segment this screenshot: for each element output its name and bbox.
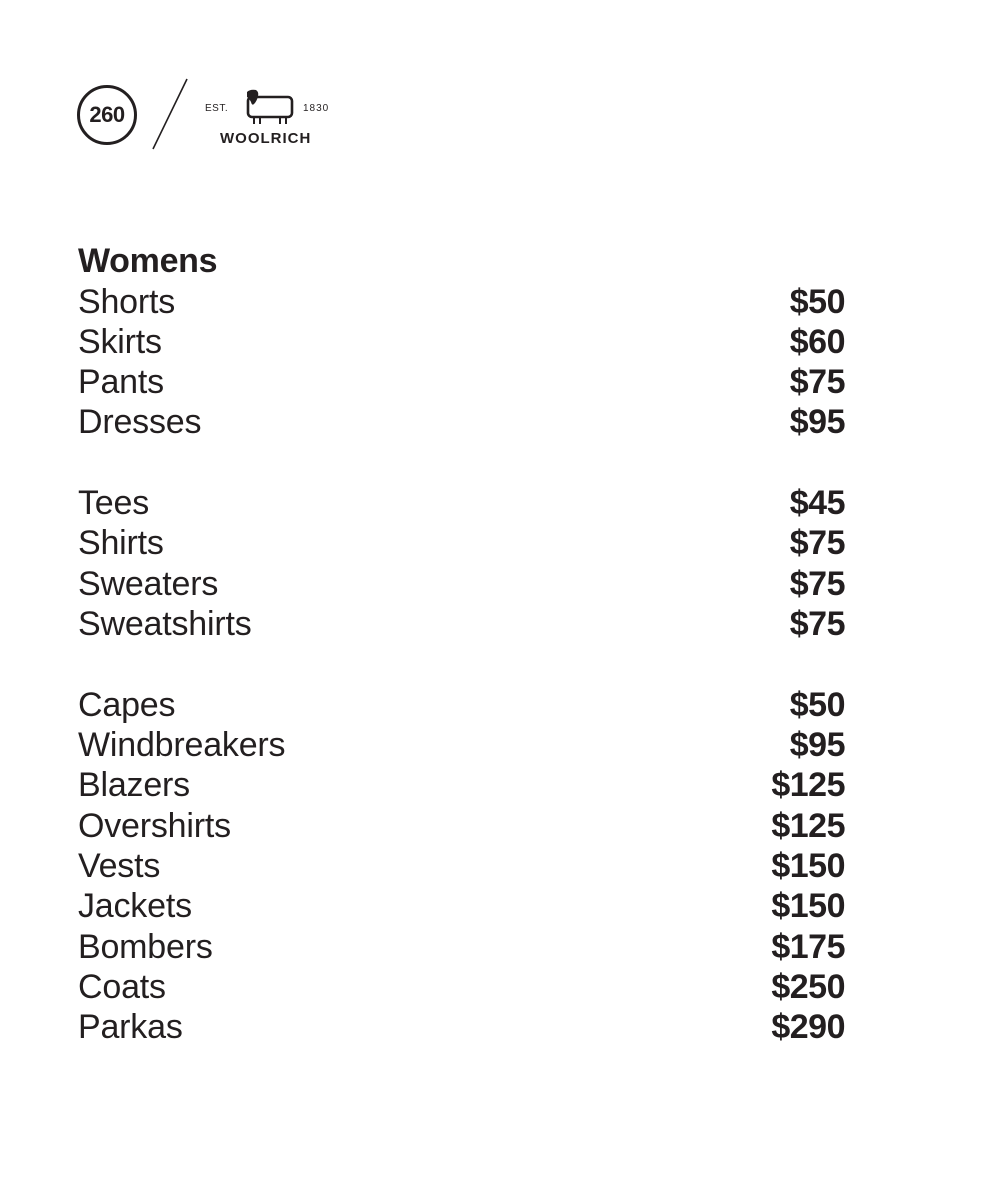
list-item (78, 846, 845, 886)
item-price: $95 (789, 726, 845, 765)
price-group-bottoms (78, 282, 845, 443)
item-name: Windbreakers (78, 726, 286, 765)
list-item (78, 886, 845, 926)
woolrich-wordmark: WOOLRICH (220, 130, 312, 147)
list-item (78, 765, 845, 805)
item-name: Blazers (78, 766, 190, 805)
list-item (78, 967, 845, 1007)
list-item (78, 322, 845, 362)
item-name: Sweaters (78, 564, 219, 603)
item-price: $60 (789, 322, 845, 361)
price-group-tops (78, 483, 845, 644)
logo-divider (150, 78, 190, 150)
item-name: Bombers (78, 927, 213, 966)
item-name: Jackets (78, 887, 192, 926)
item-price: $250 (771, 967, 845, 1006)
item-price: $150 (771, 887, 845, 926)
woolrich-year: 1830 (303, 103, 330, 114)
list-item (78, 604, 845, 644)
list-item (78, 483, 845, 523)
item-price: $75 (789, 524, 845, 563)
section-title: Womens (78, 242, 218, 280)
item-name: Parkas (78, 1008, 183, 1047)
item-name: Capes (78, 685, 176, 724)
item-name: Tees (78, 484, 150, 523)
list-item (78, 564, 845, 604)
woolrich-est: EST. (205, 103, 229, 114)
item-price: $125 (771, 806, 845, 845)
item-price: $50 (789, 685, 845, 724)
list-item (78, 362, 845, 402)
woolrich-logo (204, 86, 338, 150)
item-name: Shirts (78, 524, 164, 563)
list-item (78, 282, 845, 322)
item-price: $45 (789, 484, 845, 523)
item-name: Vests (78, 847, 161, 886)
list-item (78, 1007, 845, 1047)
item-price: $290 (771, 1008, 845, 1047)
list-item (78, 685, 845, 725)
item-name: Coats (78, 967, 166, 1006)
price-list (78, 241, 845, 1048)
price-group-outerwear (78, 685, 845, 1048)
item-name: Shorts (78, 282, 176, 321)
list-item (78, 806, 845, 846)
item-price: $75 (789, 564, 845, 603)
item-price: $50 (789, 282, 845, 321)
item-name: Skirts (78, 322, 162, 361)
list-item (78, 927, 845, 967)
item-name: Overshirts (78, 806, 231, 845)
list-item (78, 523, 845, 563)
item-name: Dresses (78, 403, 202, 442)
item-price: $125 (771, 766, 845, 805)
logo-260: 260 (77, 85, 137, 145)
list-item (78, 725, 845, 765)
item-price: $75 (789, 605, 845, 644)
sheep-icon (244, 88, 298, 126)
item-name: Pants (78, 363, 164, 402)
list-item (78, 402, 845, 442)
item-price: $75 (789, 363, 845, 402)
item-price: $150 (771, 847, 845, 886)
item-price: $95 (789, 403, 845, 442)
item-price: $175 (771, 927, 845, 966)
item-name: Sweatshirts (78, 605, 252, 644)
